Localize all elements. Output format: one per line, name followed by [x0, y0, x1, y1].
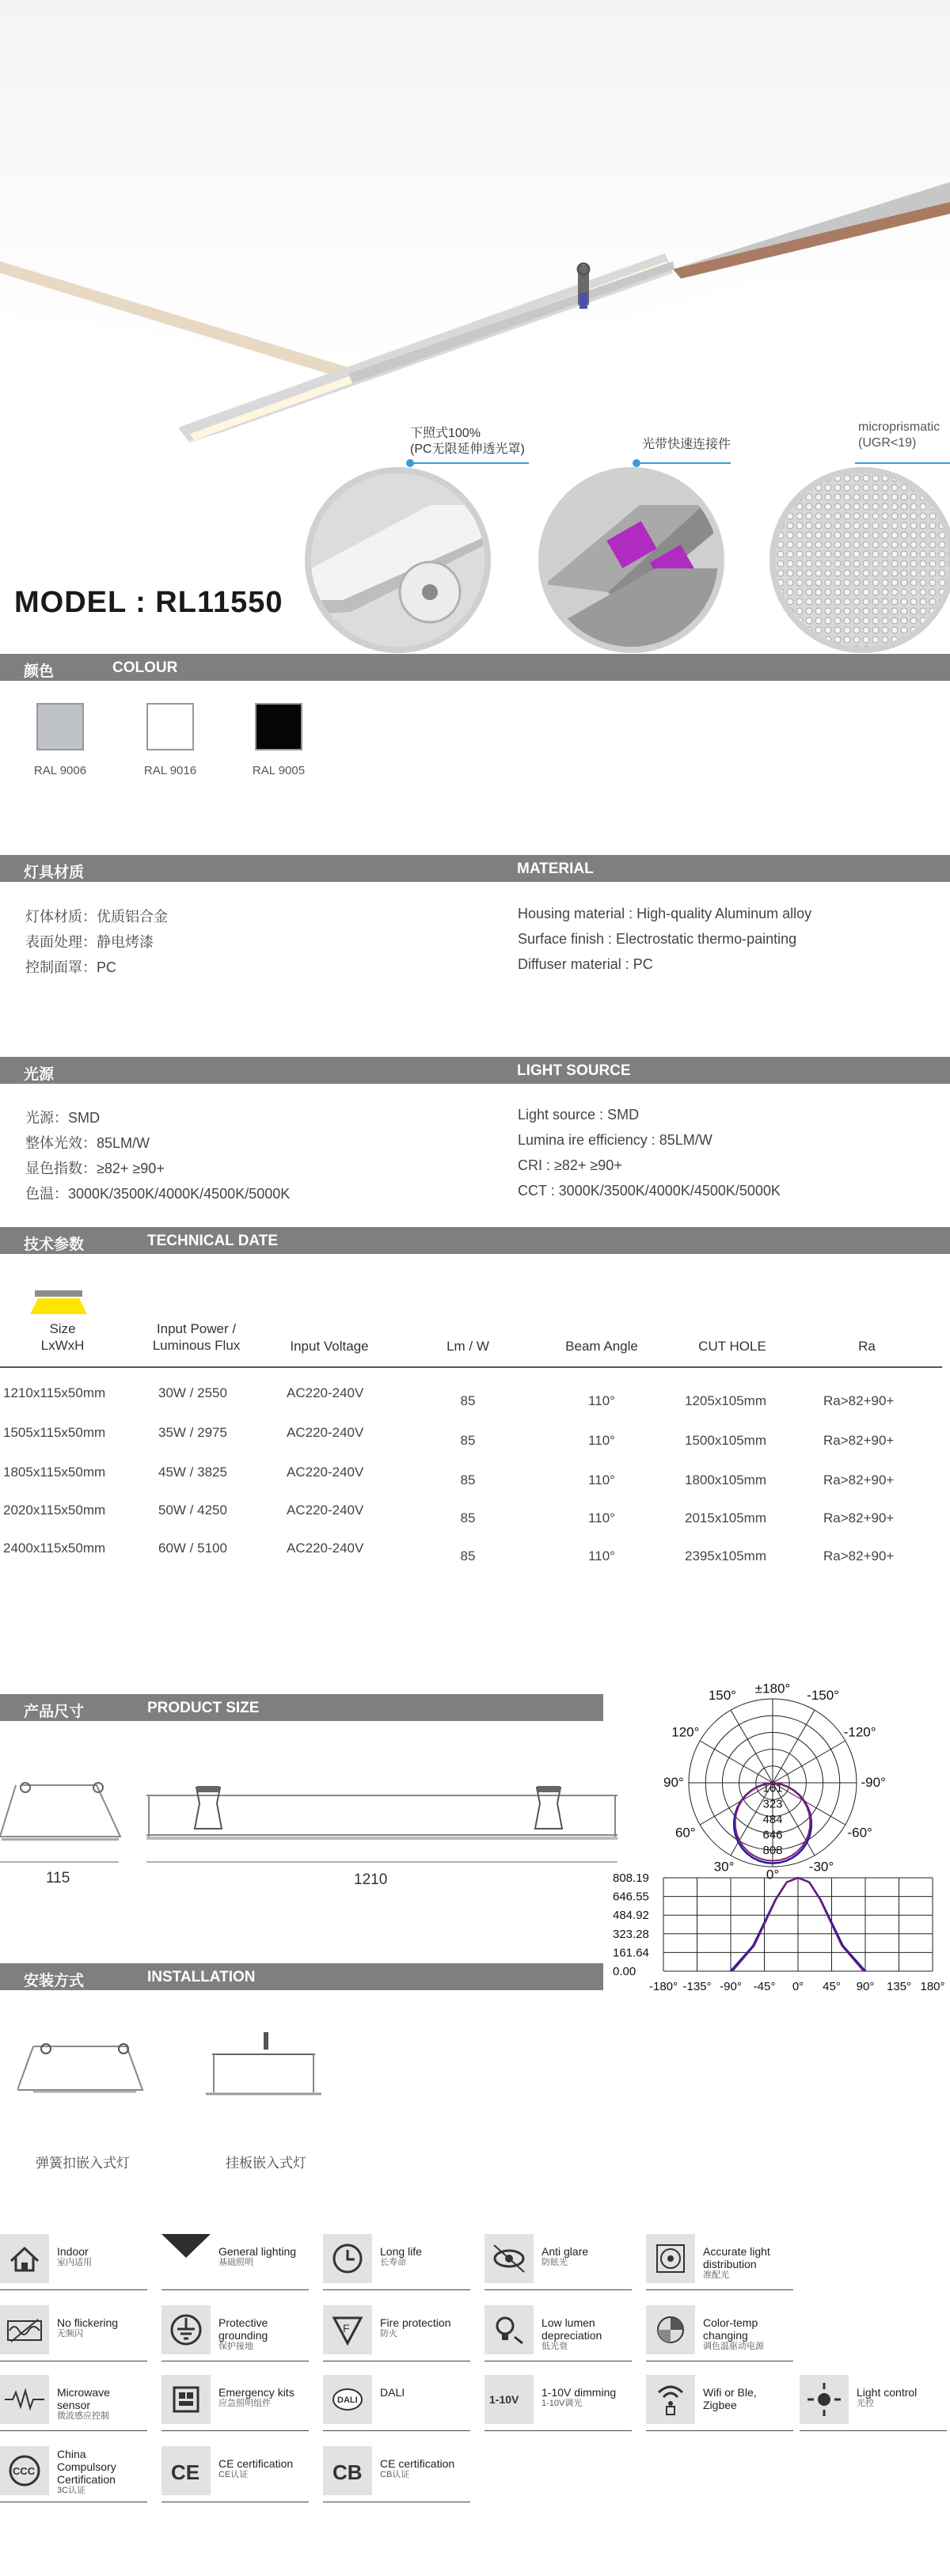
colour-label: RAL 9006: [33, 764, 87, 777]
table-cell: Ra>82+90+: [823, 1548, 895, 1563]
colour-label: RAL 9016: [143, 764, 197, 777]
polar-angle-label: -150°: [807, 1687, 840, 1703]
feature-label: CE certification: [218, 2457, 294, 2470]
colour-swatch-black: [255, 703, 302, 750]
polar-spoke: [773, 1741, 846, 1783]
feature-label-cn: CE认证: [218, 2470, 249, 2479]
feature-label-cn: 低光衰: [542, 2342, 568, 2351]
polar-angle-label: 60°: [674, 1825, 696, 1841]
feature-label-cn: 3C认证: [57, 2486, 86, 2495]
feature-label-cn: 应急照明组件: [218, 2399, 271, 2408]
feature-divider: [0, 2430, 147, 2431]
product-dimension-drawing: [0, 1773, 625, 1876]
table-cell: 85: [460, 1433, 476, 1448]
polar-angle-label: 150°: [708, 1687, 736, 1703]
feature-label: 1-10V dimming: [542, 2386, 617, 2399]
table-cell: AC220-240V: [287, 1465, 364, 1480]
feature-divider: [162, 2289, 309, 2290]
table-divider: [0, 1366, 942, 1368]
dimming-icon: [484, 2375, 534, 2424]
svg-text:F: F: [343, 2322, 350, 2335]
polar-angle-label: 0°: [766, 1867, 780, 1883]
colour-label: RAL 9005: [252, 764, 306, 777]
light-en-line: Light source : SMD: [518, 1107, 640, 1123]
microwave-sensor-icon: [0, 2375, 49, 2424]
light-distribution-chart: [610, 1871, 948, 1998]
table-cell: 85: [460, 1393, 476, 1408]
section-bar-product-size: [0, 1694, 603, 1721]
table-cell: 2395x105mm: [685, 1548, 767, 1563]
light-en-line: Lumina ire efficiency : 85LM/W: [518, 1132, 712, 1148]
polar-spoke: [773, 1783, 846, 1825]
material-cn-line: 控制面罩：PC: [25, 959, 117, 975]
feature-label: DALI: [380, 2386, 405, 2399]
table-cell: Ra>82+90+: [823, 1472, 895, 1487]
table-cell: 1805x115x50mm: [3, 1465, 106, 1480]
feature-label: No flickering: [57, 2316, 119, 2329]
table-cell: 1500x105mm: [685, 1433, 767, 1448]
feature-label-cn: 微波感应控制: [57, 2411, 109, 2421]
feature-label-cn: 长寿命: [380, 2258, 406, 2267]
section-title-cn: 颜色: [24, 663, 55, 680]
general-lighting-icon: [162, 2234, 211, 2283]
callout-line: [855, 462, 950, 464]
polar-angle-label: ±180°: [754, 1681, 791, 1696]
feature-label: Fire protection: [380, 2316, 451, 2329]
table-cell: 1210x115x50mm: [3, 1385, 106, 1400]
material-en-line: Diffuser material : PC: [518, 956, 653, 972]
section-title-cn: 光源: [24, 1066, 55, 1083]
feature-label: Protective grounding: [218, 2316, 268, 2342]
hanging-plate-install-drawing: [204, 2031, 323, 2110]
table-cell: 30W / 2550: [158, 1385, 227, 1400]
spring-clip-install-drawing: [17, 2035, 144, 2106]
table-cell: AC220-240V: [287, 1541, 364, 1556]
light-cn-line: 显色指数：≥82+ ≥90+: [25, 1161, 165, 1176]
wifi-icon: [646, 2375, 695, 2424]
svg-text:1-10V: 1-10V: [489, 2393, 519, 2406]
feature-divider: [646, 2289, 793, 2290]
chart-y-tick-label: 161.64: [613, 1946, 649, 1960]
feature-label: General lighting: [218, 2245, 297, 2258]
table-cell: 110°: [588, 1472, 615, 1487]
dimension-length-label: 1210: [354, 1871, 388, 1888]
detail-label-connector: 光带快速连接件: [642, 438, 732, 451]
colour-swatch-white: [146, 703, 194, 750]
long-life-icon: [323, 2234, 372, 2283]
feature-label: CE certification: [380, 2457, 455, 2470]
feature-divider: [800, 2430, 947, 2431]
polar-angle-label: -30°: [808, 1859, 834, 1875]
feature-divider: [484, 2430, 632, 2431]
section-bar-material: [0, 855, 950, 882]
chart-x-tick-label: 0°: [792, 1980, 804, 1993]
feature-label: Microwave sensor: [57, 2386, 110, 2411]
table-cell: AC220-240V: [287, 1503, 364, 1518]
polar-radial-label: 808: [762, 1844, 783, 1858]
chart-y-tick-label: 484.92: [613, 1909, 649, 1923]
chart-x-tick-label: 90°: [856, 1980, 875, 1993]
feature-label: Anti glare: [542, 2245, 589, 2258]
material-cn-line: 灯体材质：优质铝合金: [25, 909, 168, 925]
feature-label: Long life: [380, 2245, 422, 2258]
lamp-emitting-icon: [30, 1290, 87, 1316]
dimension-width-label: 115: [46, 1870, 70, 1886]
material-cn-line: 表面处理：静电烤漆: [25, 934, 154, 950]
feature-label-cn: CB认证: [380, 2470, 410, 2479]
chart-x-tick-label: -90°: [720, 1980, 742, 1993]
polar-spoke: [773, 1710, 815, 1783]
table-header-cut-hole: CUT HOLE: [698, 1339, 766, 1354]
light-distribution-icon: [646, 2234, 695, 2283]
svg-text:CB: CB: [332, 2460, 363, 2484]
table-cell: 2020x115x50mm: [3, 1503, 106, 1518]
table-cell: Ra>82+90+: [823, 1393, 895, 1408]
polar-angle-label: 90°: [663, 1775, 684, 1790]
chart-y-tick-label: 646.55: [613, 1890, 649, 1904]
feature-label-cn: 防眩光: [542, 2258, 568, 2267]
light-en-line: CRI : ≥82+ ≥90+: [518, 1157, 622, 1173]
table-cell: 2400x115x50mm: [3, 1541, 106, 1556]
svg-text:CCC: CCC: [13, 2465, 36, 2477]
table-cell: 85: [460, 1472, 476, 1487]
color-temp-icon: [646, 2305, 695, 2354]
detail-label-microprismatic: microprismatic (UGR<19): [858, 420, 940, 450]
table-cell: 1505x115x50mm: [3, 1425, 106, 1440]
fire-protection-icon: [323, 2305, 372, 2354]
section-title-en: LIGHT SOURCE: [517, 1062, 631, 1079]
light-cn-line: 光源：SMD: [25, 1110, 100, 1126]
chart-x-tick-label: 135°: [886, 1980, 912, 1993]
feature-divider: [162, 2430, 309, 2431]
section-title-en: TECHNICAL DATE: [147, 1233, 279, 1249]
polar-angle-label: -120°: [843, 1724, 876, 1740]
table-cell: 110°: [588, 1548, 615, 1563]
low-lumen-icon: [484, 2305, 534, 2354]
feature-label-cn: 1-10V调光: [542, 2399, 583, 2408]
feature-label: Wifi or Ble, Zigbee: [703, 2386, 757, 2411]
chart-y-tick-label: 0.00: [613, 1965, 636, 1978]
table-cell: 1205x105mm: [685, 1393, 767, 1408]
feature-divider: [323, 2289, 470, 2290]
polar-angle-label: 120°: [671, 1724, 700, 1740]
install-method-hanging: 挂板嵌入式灯: [226, 2156, 306, 2171]
polar-radial-label: 161: [762, 1781, 783, 1795]
ce-icon: [162, 2446, 211, 2495]
polar-angle-label: -60°: [847, 1825, 872, 1841]
table-header-power: Input Power / Luminous Flux: [152, 1321, 241, 1353]
model-title: MODEL : RL11550: [14, 586, 283, 619]
detail-circle-microprismatic: [770, 467, 950, 653]
chart-x-tick-label: -180°: [648, 1980, 678, 1993]
polar-radial-label: 484: [762, 1812, 783, 1826]
table-header-ra: Ra: [858, 1339, 876, 1354]
table-cell: 50W / 4250: [158, 1503, 227, 1518]
chart-y-tick-label: 323.28: [613, 1927, 649, 1941]
section-bar-technical: [0, 1227, 950, 1254]
feature-label-cn: 保护接地: [218, 2342, 253, 2351]
callout-line: [637, 462, 731, 464]
dali-icon: [323, 2375, 372, 2424]
table-cell: 110°: [588, 1393, 615, 1408]
feature-label-cn: 准配光: [703, 2270, 729, 2280]
feature-divider: [323, 2430, 470, 2431]
table-cell: 110°: [588, 1510, 615, 1525]
feature-label-cn: 无频闪: [57, 2329, 83, 2339]
section-title-en: MATERIAL: [517, 861, 594, 877]
table-header-voltage: Input Voltage: [290, 1339, 369, 1354]
feature-label: Color-temp changing: [703, 2316, 758, 2342]
table-cell: 45W / 3825: [158, 1465, 227, 1480]
light-cn-line: 整体光效：85LM/W: [25, 1135, 150, 1151]
material-en-line: Surface finish : Electrostatic thermo-painting: [518, 931, 797, 947]
svg-text:DALI: DALI: [337, 2396, 358, 2405]
polar-distribution-diagram: [654, 1680, 891, 1886]
no-flicker-icon: [0, 2305, 49, 2354]
feature-label-cn: 防火: [380, 2329, 397, 2339]
material-en-line: Housing material : High-quality Aluminum alloy: [518, 906, 812, 921]
table-cell: 35W / 2975: [158, 1425, 227, 1440]
feature-divider: [646, 2430, 793, 2431]
table-header-lmw: Lm / W: [446, 1339, 489, 1354]
table-cell: 60W / 5100: [158, 1541, 227, 1556]
detail-circle-diffuser: [305, 467, 491, 653]
light-cn-line: 色温：3000K/3500K/4000K/4500K/5000K: [25, 1186, 291, 1202]
feature-label: China Compulsory Certification: [57, 2448, 116, 2486]
table-cell: AC220-240V: [287, 1385, 364, 1400]
detail-circle-connector: [538, 467, 724, 653]
chart-y-tick-label: 808.19: [613, 1871, 649, 1885]
feature-label: Indoor: [57, 2245, 89, 2258]
feature-label-cn: 调色温驱动电源: [703, 2342, 764, 2351]
feature-label: Emergency kits: [218, 2386, 294, 2399]
callout-line: [410, 462, 529, 464]
polar-angle-label: -90°: [861, 1775, 886, 1790]
table-cell: Ra>82+90+: [823, 1433, 895, 1448]
table-cell: AC220-240V: [287, 1425, 364, 1440]
table-cell: 1800x105mm: [685, 1472, 767, 1487]
section-title-cn: 技术参数: [24, 1237, 85, 1253]
house-icon: [0, 2234, 49, 2283]
section-bar-colour: [0, 654, 950, 681]
anti-glare-icon: [484, 2234, 534, 2283]
polar-spoke: [731, 1710, 773, 1783]
section-title-en: PRODUCT SIZE: [147, 1700, 260, 1716]
feature-label: Low lumen depreciation: [542, 2316, 602, 2342]
section-bar-installation: [0, 1963, 603, 1990]
polar-angle-label: 30°: [713, 1859, 735, 1875]
cb-icon: [323, 2446, 372, 2495]
polar-spoke: [700, 1783, 773, 1825]
chart-x-tick-label: 45°: [823, 1980, 841, 1993]
detail-label-diffuser: 下照式100% (PC无限延伸透光罩): [410, 427, 525, 456]
svg-text:CE: CE: [171, 2460, 200, 2484]
table-cell: 85: [460, 1548, 476, 1563]
polar-radial-label: 323: [762, 1797, 783, 1811]
ccc-icon: [0, 2446, 49, 2495]
section-title-cn: 产品尺寸: [24, 1704, 85, 1720]
chart-x-tick-label: -135°: [682, 1980, 712, 1993]
table-cell: 110°: [588, 1433, 615, 1448]
grounding-icon: [162, 2305, 211, 2354]
table-header-beam: Beam Angle: [565, 1339, 638, 1354]
feature-divider: [484, 2289, 632, 2290]
emergency-kit-icon: [162, 2375, 211, 2424]
feature-label-cn: 基础照明: [218, 2258, 253, 2267]
colour-swatch-silver: [36, 703, 84, 750]
chart-x-tick-label: 180°: [920, 1980, 945, 1993]
section-title-cn: 灯具材质: [24, 864, 85, 881]
section-bar-light-source: [0, 1057, 950, 1084]
light-en-line: CCT : 3000K/3500K/4000K/4500K/5000K: [518, 1183, 781, 1199]
section-title-en: INSTALLATION: [147, 1969, 256, 1985]
polar-spoke: [700, 1741, 773, 1783]
feature-label-cn: 光控: [857, 2399, 874, 2408]
table-cell: Ra>82+90+: [823, 1510, 895, 1525]
feature-label: Accurate light distribution: [703, 2245, 770, 2270]
table-header-size: Size LxWxH: [40, 1321, 85, 1353]
section-title-en: COLOUR: [112, 659, 178, 676]
section-title-cn: 安装方式: [24, 1973, 85, 1989]
polar-radial-label: 646: [762, 1828, 783, 1842]
table-cell: 85: [460, 1510, 476, 1525]
light-control-icon: [800, 2375, 849, 2424]
feature-label: Light control: [857, 2386, 918, 2399]
feature-divider: [0, 2289, 147, 2290]
chart-x-tick-label: -45°: [753, 1980, 776, 1993]
feature-label-cn: 室内适用: [57, 2258, 92, 2267]
install-method-spring: 弹簧扣嵌入式灯: [36, 2156, 130, 2171]
table-cell: 2015x105mm: [685, 1510, 767, 1525]
